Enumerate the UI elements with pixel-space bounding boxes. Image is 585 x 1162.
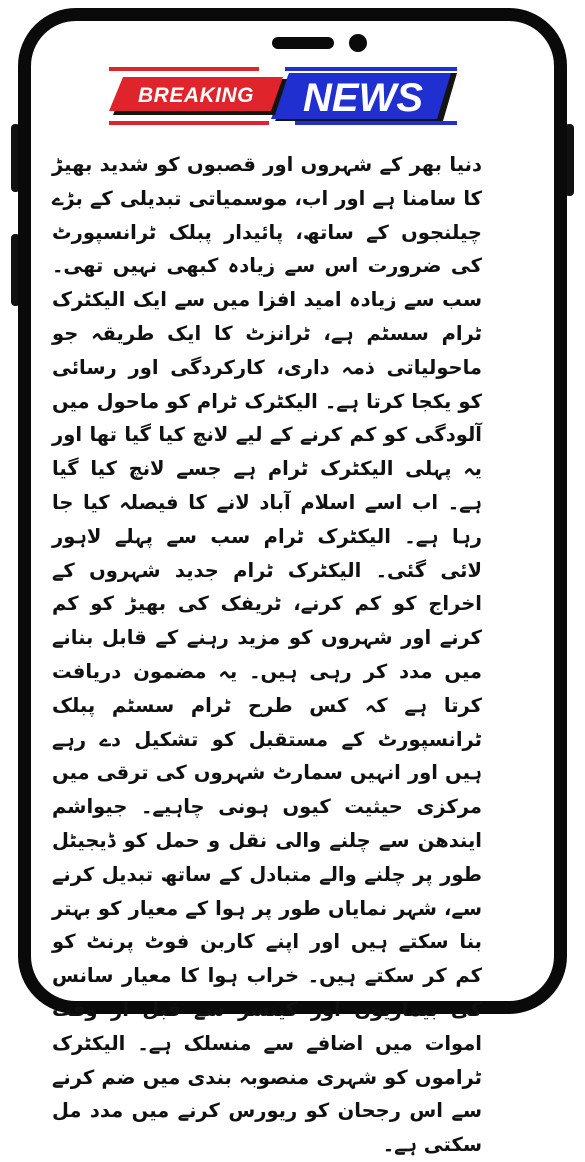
banner-stripe-bottom-left [109,121,269,125]
banner-stripe-top-right [285,67,457,71]
phone-camera [349,34,367,52]
banner-stripe-top-left [109,67,259,71]
news-label: NEWS [303,76,423,120]
breaking-label: BREAKING [137,84,255,107]
banner-stripe-bottom-right [295,121,457,125]
news-article [52,148,482,1157]
phone-speaker [272,37,334,49]
breaking-news-banner [105,65,460,127]
article-body: دنیا بھر کے شہروں اور قصبوں کو شدید بھیڑ کا سامنا ہے اور اب، موسمیاتی تبدیلی کے بڑے چیلنجوں کے ساتھ، پائیدار پبلک ٹرانسپورٹ کی ضرورت اس سے زیادہ کبھی نہیں تھی۔ سب سے زیادہ امید افزا میں سے ایک الیکٹرک ٹرام سسٹم ہے، ٹرانزٹ کا ایک طریقہ جو ماحولیاتی ذمہ داری، کارکردگی اور رسائی کو یکجا کرتا ہے۔ الیکٹرک ٹرام کو ماحول میں آلودگی کو کم کرنے کے لیے لانچ کیا گیا تھا اور یہ پہلی الیکٹرک ٹرام ہے جسے لانچ کیا گیا ہے۔ اب اسے اسلام آباد لانے کا فیصلہ کیا جا رہا ہے۔ الیکٹرک ٹرام سب سے پہلے لاہور لائی گئی۔ الیکٹرک ٹرام جدید شہروں کے اخراج کو کم کرنے، ٹریفک کی بھیڑ کو کم کرنے اور شہروں کو مزید رہنے کے قابل بنانے میں مدد کر رہی ہیں۔ یہ مضمون دریافت کرتا ہے کہ کس طرح ٹرام سسٹم پبلک ٹرانسپورٹ کے مستقبل کو تشکیل دے رہے ہیں اور انہیں سمارٹ شہروں کی ترقی میں مرکزی حیثیت کیوں ہونی چاہیے۔ جیواشم ایندھن سے چلنے والی نقل و حمل کو ڈیجیٹل طور پر چلنے والے متبادل کے ساتھ تبدیل کرنے سے، شہر نمایاں طور پر ہوا کے معیار کو بہتر بنا سکتے ہیں اور اپنے کاربن فوٹ پرنٹ کو کم کر سکتے ہیں۔ خراب ہوا کا معیار سانس کی بیماریوں اور کینسر سے قبل از وقت اموات میں اضافے سے منسلک ہے۔ الیکٹرک ٹراموں کو شہری منصوبہ بندی میں ضم کرنے سے اس رجحان کو ریورس کرنے میں مدد مل سکتی ہے۔ [52,153,482,1157]
